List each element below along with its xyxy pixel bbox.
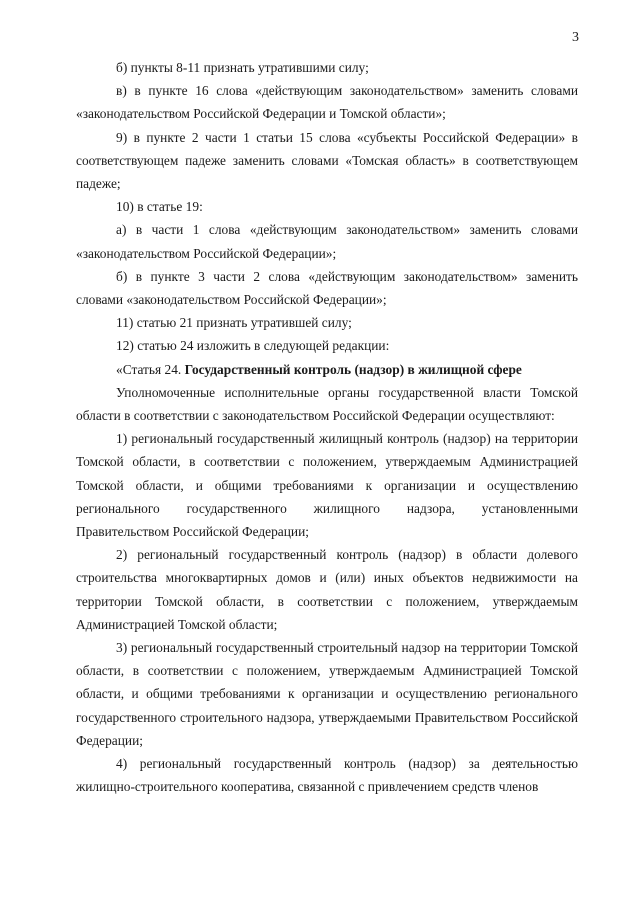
paragraph-11-article-21: 11) статью 21 признать утратившей силу;	[116, 315, 352, 331]
article-24-prefix: «Статья 24.	[116, 361, 185, 377]
article-24-title: Государственный контроль (надзор) в жилищной сфере	[184, 361, 522, 377]
article-item-4: 4) региональный государственный контроль (надзор) за деятельностью жилищно-строительного кооператива, связанной с привлечением средств членов	[76, 756, 578, 795]
article-item-3: 3) региональный государственный строительный надзор на территории Томской области, в соответствии с положением, утверждаемым Администрацией Томской области, и общими требованиями к организации и осуществлению регионального государственного строительного надзора, утверждаемыми Правительством Российской Федерации;	[76, 640, 578, 748]
paragraph-b-part-2: б) в пункте 3 части 2 слова «действующим законодательством» заменить словами «законодательством Российской Федерации»;	[76, 268, 578, 308]
paragraph-12-article-24: 12) статью 24 изложить в следующей редакции:	[116, 338, 390, 354]
article-item-2: 2) региональный государственный контроль (надзор) в области долевого строительства многоквартирных домов и (или) иных объектов недвижимости на территории Томской области, в соответствии с положением, утверждаемым Администрацией Томской области;	[76, 547, 578, 632]
article-24-heading	[76, 358, 578, 381]
paragraph-9-article-15: 9) в пункте 2 части 1 статьи 15 слова «субъекты Российской Федерации» в соответствующем падеже заменить словами «Томская область» в соответствующем падеже;	[76, 129, 578, 192]
paragraph-10-article-19: 10) в статье 19:	[116, 199, 203, 215]
article-intro: Уполномоченные исполнительные органы государственной власти Томской области в соответствии с законодательством Российской Федерации осуществляют:	[76, 384, 578, 424]
paragraph-v-item-16: в) в пункте 16 слова «действующим законодательством» заменить словами «законодательством Российской Федерации и Томской области»;	[76, 83, 578, 122]
article-item-1: 1) региональный государственный жилищный контроль (надзор) на территории Томской области, в соответствии с положением, утверждаемым Администрацией Томской области, и общими требованиями к организации и осуществлению регионального государственного жилищного надзора, установленными Правительством Российской Федерации;	[76, 431, 578, 540]
paragraph-a-part-1: а) в части 1 слова «действующим законодательством» заменить словами «законодательством Российской Федерации»;	[76, 222, 578, 261]
page-number: 3	[572, 30, 579, 45]
document-body	[76, 56, 578, 799]
paragraph-b-items-8-11: б) пункты 8-11 признать утратившими силу;	[116, 60, 369, 75]
